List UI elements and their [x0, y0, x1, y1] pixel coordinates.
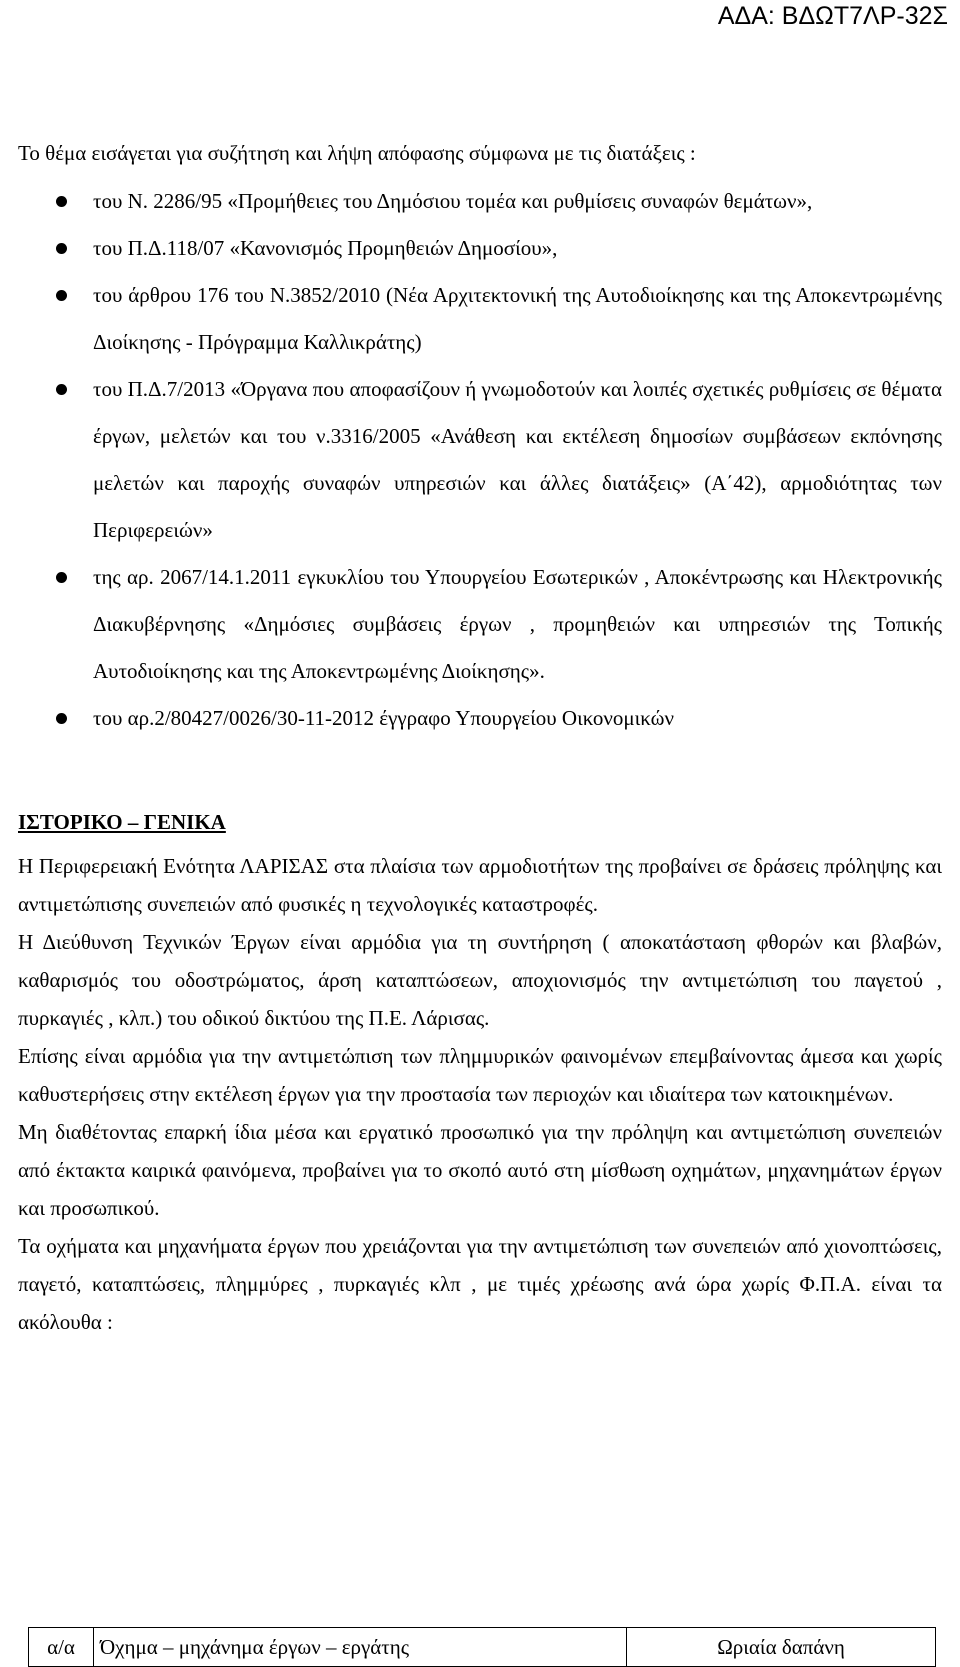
paragraph: Μη διαθέτοντας επαρκή ίδια μέσα και εργατικό προσωπικό για την πρόληψη και αντιμετώπιση συνεπειών από έκτακτα καιρικά φαινόμενα, προβαίνει για το σκοπό αυτό στη μίσθωση οχημάτων, μηχανημάτων έργων και προσωπικού.: [18, 1120, 942, 1220]
document-body: [18, 128, 942, 1341]
column-header-index: α/α: [29, 1628, 94, 1667]
list-item: του Ν. 2286/95 «Προμήθειες του Δημόσιου τομέα και ρυθμίσεις συναφών θεμάτων»,: [18, 178, 942, 225]
legal-provisions-list: [18, 178, 942, 742]
list-item: του άρθρου 176 του Ν.3852/2010 (Νέα Αρχιτεκτονική της Αυτοδιοίκησης και της Αποκεντρωμένης Διοίκησης - Πρόγραμμα Καλλικράτης): [18, 272, 942, 366]
table-header-row: [29, 1628, 936, 1667]
paragraph: Τα οχήματα και μηχανήματα έργων που χρειάζονται για την αντιμετώπιση των συνεπειών από χιονοπτώσεις, παγετό, καταπτώσεις, πλημμύρες , πυρκαγιές κλπ , με τιμές χρέωσης ανά ώρα χωρίς Φ.Π.Α. είναι τα ακόλουθα :: [18, 1234, 942, 1334]
paragraph: Η Διεύθυνση Τεχνικών Έργων είναι αρμόδια για τη συντήρηση ( αποκατάσταση φθορών και βλαβών, καθαρισμός του οδοστρώματος, άρση καταπτώσεων, αποχιονισμός την αντιμετώπιση του παγετού , πυρκαγιές , κλπ.) του οδικού δικτύου της Π.Ε. Λάρισας.: [18, 930, 942, 1030]
list-item: της αρ. 2067/14.1.2011 εγκυκλίου του Υπουργείου Εσωτερικών , Αποκέντρωσης και Ηλεκτρονικής Διακυβέρνησης «Δημόσιες συμβάσεις έργων , προμηθειών και υπηρεσιών της Τοπικής Αυτοδιοίκησης και της Αποκεντρωμένης Διοίκησης».: [18, 554, 942, 695]
column-header-hourly-cost: Ωριαία δαπάνη: [627, 1628, 936, 1667]
list-item: του αρ.2/80427/0026/30-11-2012 έγγραφο Υπουργείου Οικονομικών: [18, 695, 942, 742]
paragraph: Η Περιφερειακή Ενότητα ΛΑΡΙΣΑΣ στα πλαίσια των αρμοδιοτήτων της προβαίνει σε δράσεις πρόληψης και αντιμετώπισης συνεπειών από φυσικές η τεχνολογικές καταστροφές.: [18, 854, 942, 916]
column-header-vehicle: Όχημα – μηχάνημα έργων – εργάτης: [94, 1628, 627, 1667]
paragraph: Επίσης είναι αρμόδια για την αντιμετώπιση των πλημμυρικών φαινομένων επεμβαίνοντας άμεσα και χωρίς καθυστερήσεις στην εκτέλεση έργων για την προστασία των περιοχών και ιδιαίτερα των κατοικημένων.: [18, 1044, 942, 1106]
costs-table: [28, 1627, 936, 1667]
intro-text: Το θέμα εισάγεται για συζήτηση και λήψη απόφασης σύμφωνα με τις διατάξεις :: [18, 141, 696, 165]
ada-code: ΑΔΑ: ΒΔΩΤ7ΛΡ-32Σ: [717, 2, 948, 30]
list-item: του Π.Δ.118/07 «Κανονισμός Προμηθειών Δημοσίου»,: [18, 225, 942, 272]
list-item: του Π.Δ.7/2013 «Όργανα που αποφασίζουν ή γνωμοδοτούν και λοιπές σχετικές ρυθμίσεις σε θέματα έργων, μελετών και του ν.3316/2005 «Ανάθεση και εκτέλεση δημοσίων συμβάσεων εκπόνησης μελετών και παροχής συναφών υπηρεσιών και άλλες διατάξεις» (Α΄42), αρμοδιότητας των Περιφερειών»: [18, 366, 942, 554]
section-heading: ΙΣΤΟΡΙΚΟ – ΓΕΝΙΚΑ: [18, 810, 226, 834]
